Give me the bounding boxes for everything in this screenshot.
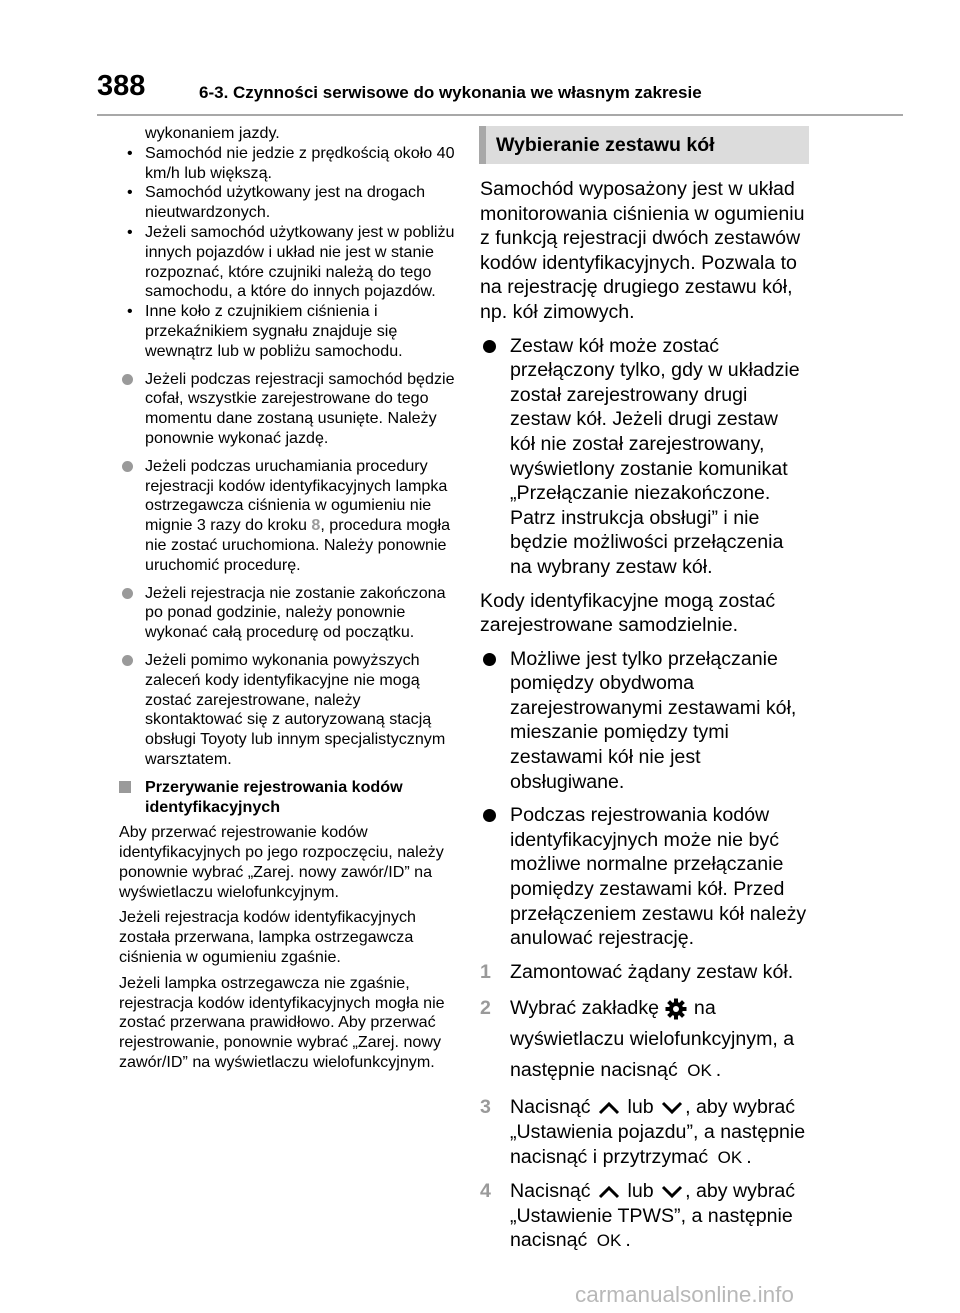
bullet-icon [122,655,133,666]
step-4: 4 Nacisnąć lub , aby wybrać „Ustawienie TPWS”, a następnie nacisnąć OK . [480,1179,808,1254]
step-2: 2 Wybrać zakładkę na wyświetlaczu wielofunkcyjnym, a następnie nacisnąć OK . [480,993,808,1086]
chevron-down-icon [659,1184,685,1200]
ok-button-icon: OK [687,1061,712,1081]
note-bullet: Podczas rejestrowania kodów identyfikacyjnych może nie być możliwe normalne przełączanie pomiędzy zestawami kół. Przed przełączeniem zestawu kół należy anulować rejestrację. [480,803,808,951]
step-number: 1 [480,960,491,983]
watermark: carmanualsonline.info [575,1282,794,1307]
gear-icon [664,997,688,1021]
section-title: 6-3. Czynności serwisowe do wykonania we własnym zakresie [199,83,702,102]
step-3: 3 Nacisnąć lub , aby wybrać „Ustawienia pojazdu”, a następnie nacisnąć i przytrzymać OK . [480,1095,808,1170]
ok-button-icon: OK [596,1231,622,1251]
note-bullet: Zestaw kół może zostać przełączony tylko, gdy w układzie został zarejestrowany drugi zestaw kół. Jeżeli drugi zestaw kół nie został zarejestrowany, wyświetlony zostanie komunikat „Przełączanie niezakończone. Patrz instrukcja obsługi” i nie będzie możliwości przełączenia na wybrany zestaw kół. [480,334,808,580]
section-heading: Wybieranie zestawu kół [496,133,715,156]
list-item: • Samochód nie jedzie z prędkością około 40 km/h lub większą. [127,143,455,182]
step-1: 1 Zamontować żądany zestaw kół. [480,960,794,983]
chevron-up-icon [596,1184,622,1200]
list-item: • Samochód użytkowany jest na drogach nieutwardzonych. [127,183,426,222]
paragraph: Aby przerwać rejestrowanie kodów identyfikacyjnych po jego rozpoczęciu, należy ponownie wybrać „Zarej. nowy zawór/ID” na wyświetlaczu wielofunkcyjnym. [119,823,444,901]
note-bullet: Jeżeli podczas rejestracji samochód będzie cofał, wszystkie zarejestrowane do tego momentu dane zostaną usunięte. Należy ponownie wykonać jazdę. [119,370,455,449]
ok-button-icon: OK [717,1147,743,1167]
note-bullet: Jeżeli podczas uruchamiania procedury rejestracji kodów identyfikacyjnych lampka ostrzegawcza ciśnienia w ogumieniu nie mignie 3 razy do kroku 8, procedura mogła nie zostać uruchomiona. Należy ponownie uruchomić procedurę. [119,457,455,576]
left-column [119,124,455,1073]
header-rule [97,114,903,116]
list-item: • Inne koło z czujnikiem ciśnienia i przekaźnikiem sygnału znajduje się wewnątrz lub w pobliżu samochodu. [127,302,403,360]
step-number: 3 [480,1096,491,1119]
bullet-icon [122,374,133,385]
bullet-icon [483,809,496,822]
step-number: 4 [480,1180,491,1203]
section-heading-box [479,126,809,164]
list-item: • Jeżeli samochód użytkowany jest w pobliżu innych pojazdów i układ nie jest w stanie rozpoznać, które czujniki należą do tego samochodu, a które do innych pojazdów. [127,222,455,301]
bullet-icon [483,340,496,353]
right-column [480,126,808,1254]
paragraph: Samochód wyposażony jest w układ monitorowania ciśnienia w ogumieniu z funkcją rejestracji dwóch zestawów kodów identyfikacyjnych. Pozwala to na rejestrację drugiego zestawu kół, np. kół zimowych. [480,178,805,323]
note-bullet: Możliwe jest tylko przełączanie pomiędzy obydwoma zarejestrowanymi zestawami kół, mieszanie pomiędzy tymi zestawami kół nie jest obsługiwane. [480,647,808,795]
subheading: Przerywanie rejestrowania kodów identyfikacyjnych [119,778,455,818]
bullet-icon [483,653,496,666]
intro-continuation: wykonaniem jazdy. [145,124,280,142]
step-number: 2 [480,997,491,1020]
note-bullet: Jeżeli pomimo wykonania powyższych zaleceń kody identyfikacyjne nie mogą zostać zarejestrowane, należy skontaktować się z autoryzowaną stacją obsługi Toyoty lub innym specjalistycznym warsztatem. [119,651,455,770]
note-bullet: Jeżeli rejestracja nie zostanie zakończona po ponad godzinie, należy ponownie wykonać całą procedurę od początku. [119,584,455,643]
bullet-icon [122,588,133,599]
paragraph: Jeżeli lampka ostrzegawcza nie zgaśnie, rejestracja kodów identyfikacyjnych mogła nie zostać przerwana prawidłowo. Aby przerwać rejestrowanie, ponownie wybrać „Zarej. nowy zawór/ID” na wyświetlaczu wielofunkcyjnym. [119,973,445,1072]
paragraph: Kody identyfikacyjne mogą zostać zarejestrowane samodzielnie. [480,589,776,637]
step-reference: 8 [311,516,321,535]
paragraph: Jeżeli rejestracja kodów identyfikacyjnych została przerwana, lampka ostrzegawcza ciśnienia w ogumieniu zgaśnie. [119,908,416,967]
chevron-down-icon [659,1100,685,1116]
chevron-up-icon [596,1100,622,1116]
bullet-icon [122,461,133,472]
page-number: 388 [97,70,146,102]
square-bullet-icon [119,781,131,793]
